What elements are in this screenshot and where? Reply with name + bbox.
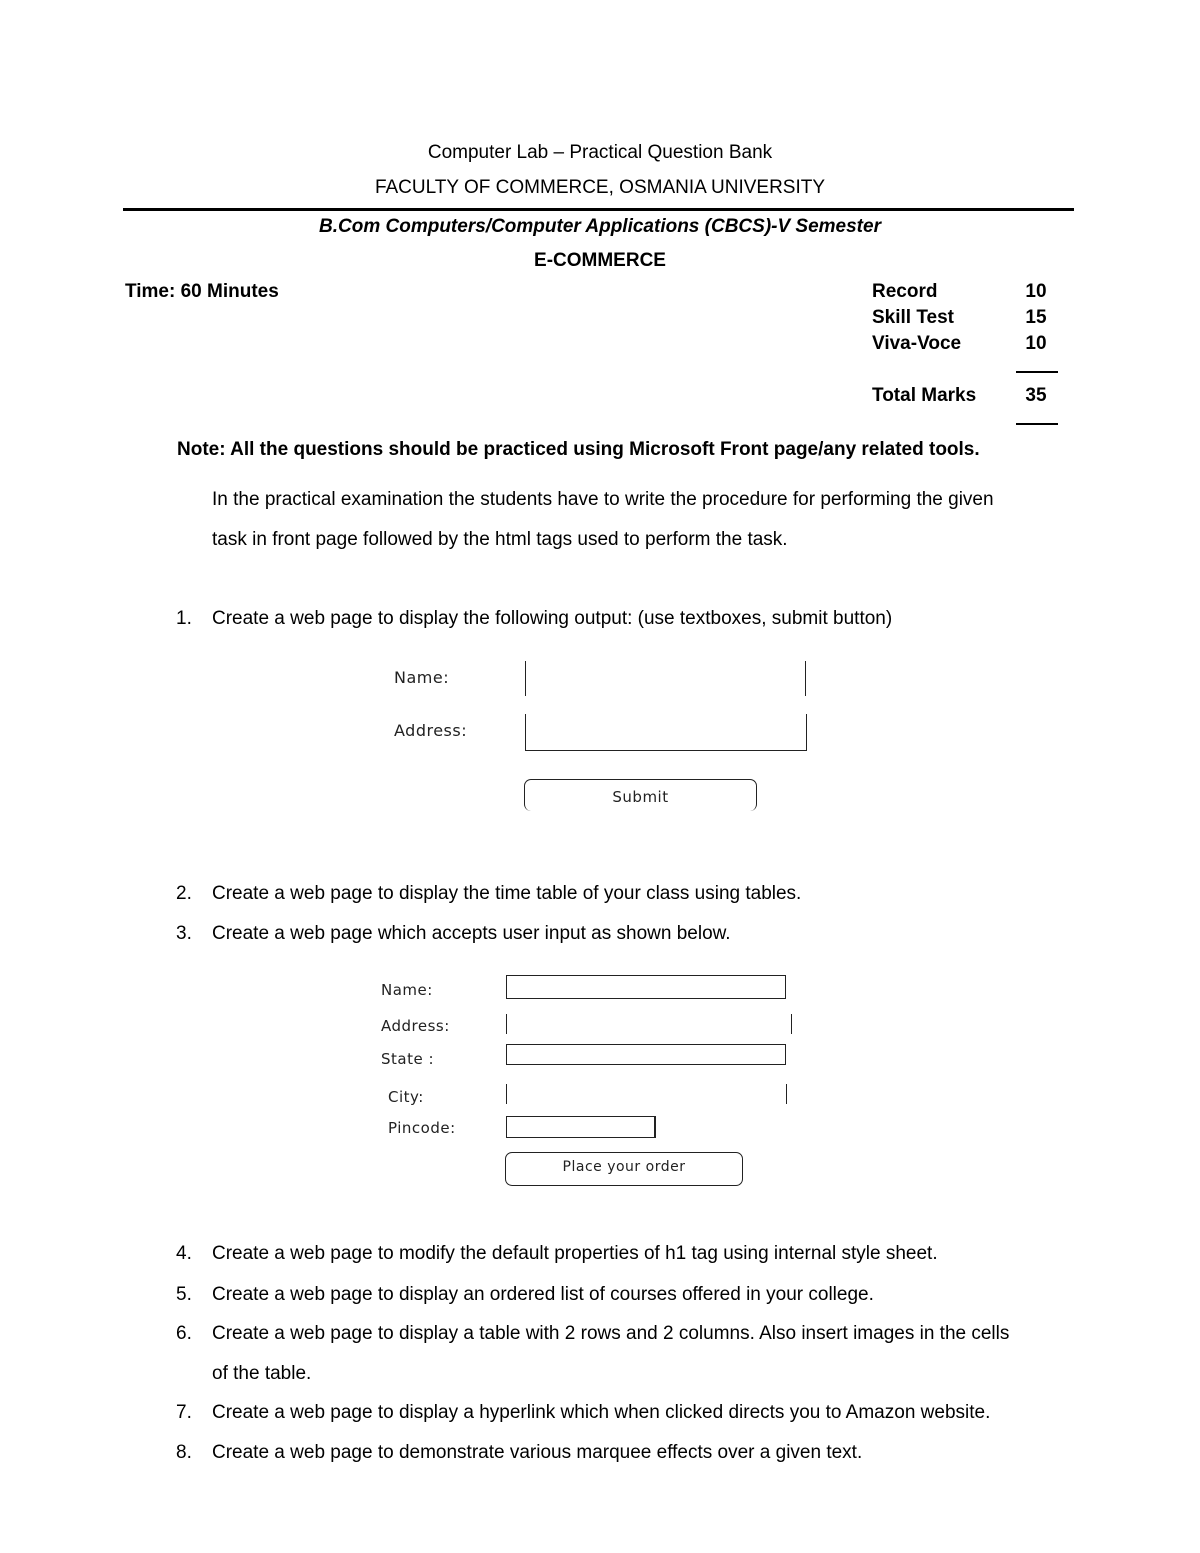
question-text: Create a web page to display the following output: (use textboxes, submit button): [212, 608, 893, 629]
form1-name-input-left-edge: [525, 661, 526, 696]
question-number: 4.: [176, 1243, 192, 1264]
form1-name-label: Name:: [394, 668, 450, 687]
question-number: 3.: [176, 923, 192, 944]
form2-city-input-right-edge: [786, 1084, 787, 1104]
program-heading: B.Com Computers/Computer Applications (CBCS)-V Semester: [319, 216, 881, 237]
form1-address-label: Address:: [394, 721, 468, 740]
form1-name-input-right-edge: [805, 661, 806, 696]
question-number: 6.: [176, 1323, 192, 1344]
form1-submit-button: Submit: [524, 779, 757, 811]
question-number: 8.: [176, 1442, 192, 1463]
question-number: 7.: [176, 1402, 192, 1423]
instruction-line-1: In the practical examination the students have to write the procedure for performing the given: [212, 489, 994, 510]
form2-name-label: Name:: [381, 981, 433, 999]
form2-name-input: [506, 975, 786, 999]
marks-value-skill-test: 15: [1025, 307, 1047, 328]
question-text: Create a web page to display the time table of your class using tables.: [212, 883, 802, 904]
form2-place-order-button: Place your order: [505, 1152, 743, 1186]
question-text: Create a web page to display an ordered list of courses offered in your college.: [212, 1284, 874, 1305]
form1-address-input: [525, 714, 807, 751]
form2-address-input-left-edge: [506, 1014, 507, 1034]
question-number: 2.: [176, 883, 192, 904]
course-heading: E-COMMERCE: [534, 250, 666, 271]
form2-address-label: Address:: [381, 1017, 450, 1035]
question-number: 1.: [176, 608, 192, 629]
note-text: Note: All the questions should be practiced using Microsoft Front page/any related tools.: [177, 439, 980, 460]
marks-value-record: 10: [1025, 281, 1047, 302]
form2-city-input-left-edge: [506, 1084, 507, 1104]
header-divider: [123, 208, 1074, 211]
instruction-line-2: task in front page followed by the html tags used to perform the task.: [212, 529, 788, 550]
form2-address-input-right-edge: [791, 1014, 792, 1034]
exam-time: Time: 60 Minutes: [125, 281, 279, 302]
marks-value-viva-voce: 10: [1025, 333, 1047, 354]
form2-state-input: [506, 1044, 786, 1065]
marks-sum-rule: [1016, 371, 1058, 373]
form2-state-label: State :: [381, 1050, 435, 1068]
marks-label-record: Record: [872, 281, 938, 302]
marks-label-skill-test: Skill Test: [872, 307, 955, 328]
document-title: Computer Lab – Practical Question Bank: [427, 142, 773, 163]
form2-city-label: City:: [388, 1088, 424, 1106]
question-number: 5.: [176, 1284, 192, 1305]
question-text: Create a web page to modify the default properties of h1 tag using internal style sheet.: [212, 1243, 938, 1264]
form2-pincode-label: Pincode:: [388, 1119, 456, 1137]
marks-label-viva-voce: Viva-Voce: [872, 333, 962, 354]
total-marks-rule: [1016, 423, 1058, 425]
question-text: Create a web page which accepts user input as shown below.: [212, 923, 731, 944]
question-text: Create a web page to demonstrate various marquee effects over a given text.: [212, 1442, 863, 1463]
form2-pincode-input: [506, 1116, 656, 1138]
question-text: Create a web page to display a hyperlink which when clicked directs you to Amazon website.: [212, 1402, 991, 1423]
question-text-continuation: of the table.: [212, 1363, 312, 1384]
total-marks-value: 35: [1025, 385, 1047, 406]
total-marks-label: Total Marks: [872, 385, 977, 406]
question-text: Create a web page to display a table with 2 rows and 2 columns. Also insert images in the cells: [212, 1323, 1010, 1344]
faculty-heading: FACULTY OF COMMERCE, OSMANIA UNIVERSITY: [374, 177, 826, 198]
